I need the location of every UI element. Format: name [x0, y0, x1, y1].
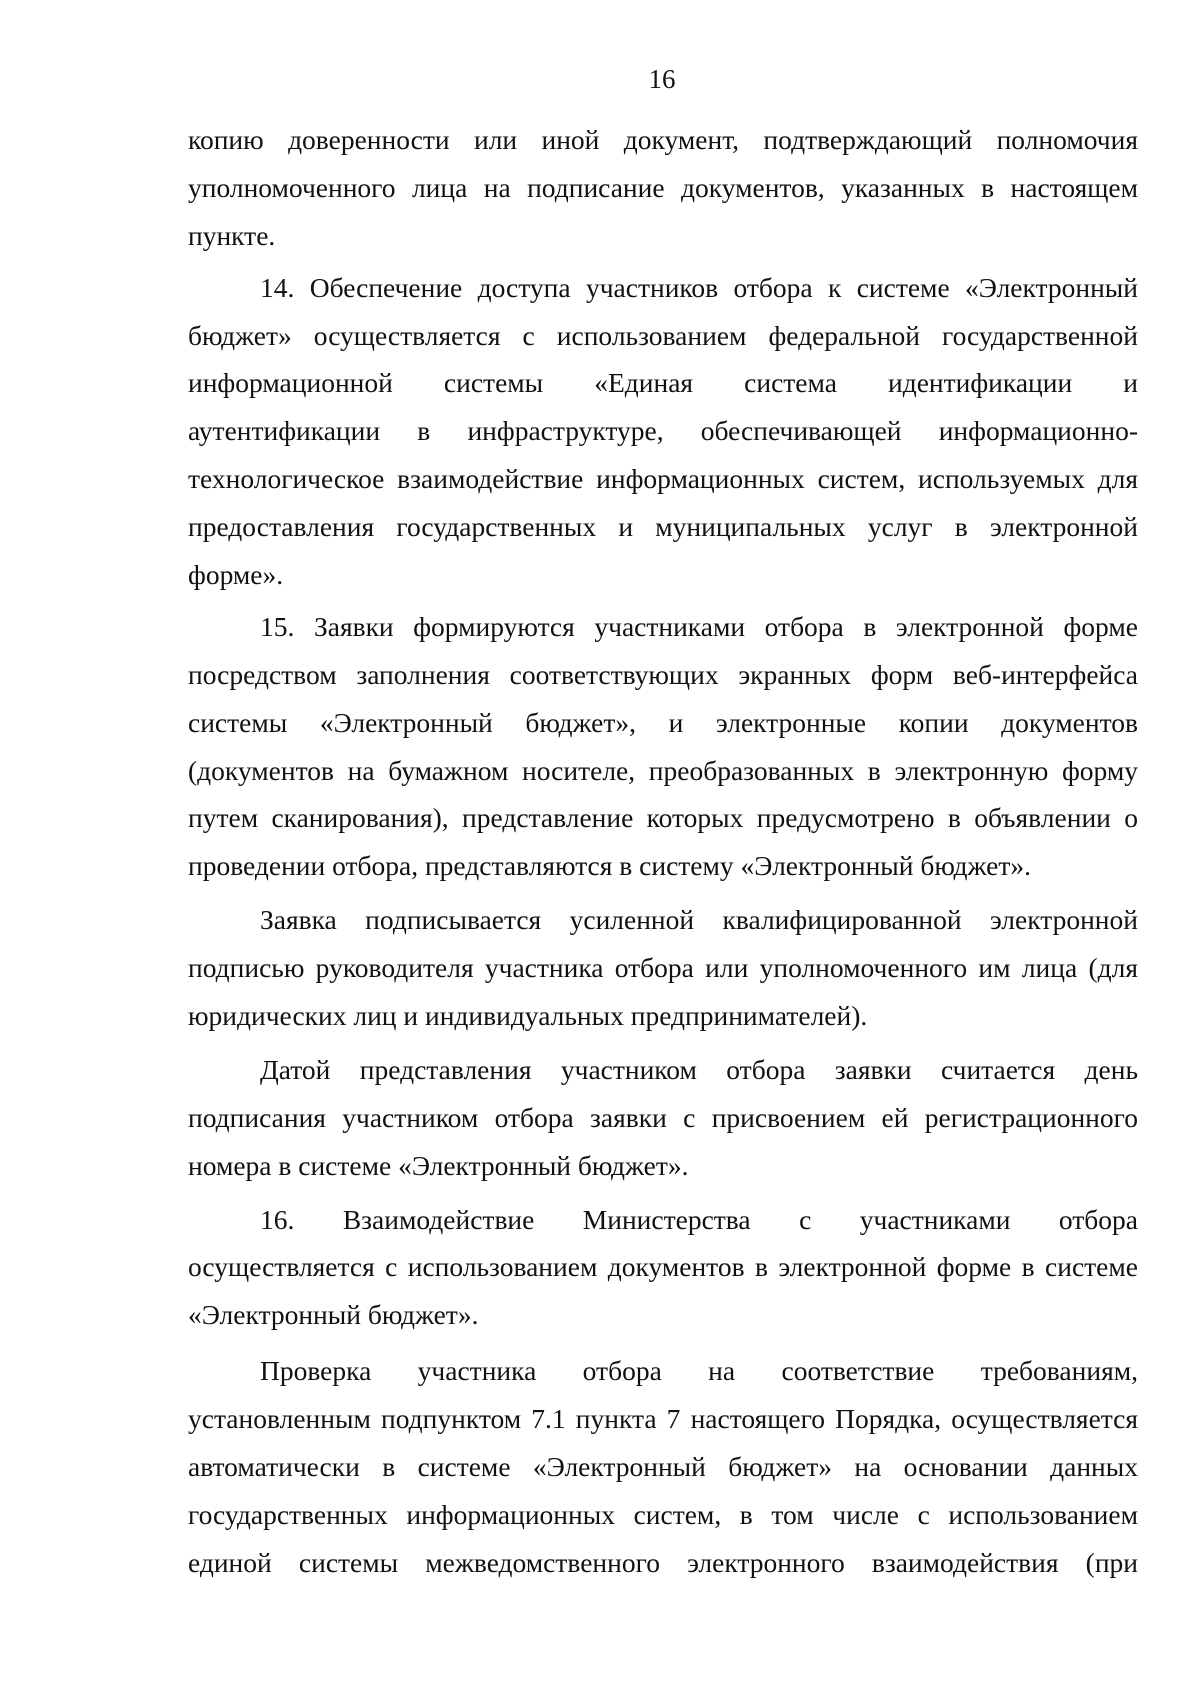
text-line: путем сканирования), представление которых предусмотрено в объявлении о [188, 802, 1138, 834]
text-line: пункте. [188, 219, 276, 251]
text-line: юридических лиц и индивидуальных предпринимателей). [188, 1000, 868, 1032]
text-line: осуществляется с использованием документов в электронной форме в системе [188, 1251, 1138, 1283]
text-line: уполномоченного лица на подписание документов, указанных в настоящем [188, 171, 1138, 203]
text-line: 15. Заявки формируются участниками отбора в электронной форме [260, 610, 1138, 642]
text-line: бюджет» осуществляется с использованием федеральной государственной [188, 319, 1138, 351]
text-line: государственных информационных систем, в том числе с использованием [188, 1498, 1138, 1530]
document-body [188, 116, 1138, 1587]
text-line: проведении отбора, представляются в систему «Электронный бюджет». [188, 850, 1031, 882]
text-line: предоставления государственных и муниципальных услуг в электронной [188, 511, 1138, 543]
text-line: информационной системы «Единая система идентификации и [188, 367, 1138, 399]
text-line: установленным подпунктом 7.1 пункта 7 настоящего Порядка, осуществляется [188, 1403, 1138, 1435]
page-number: 16 [648, 64, 676, 94]
text-line: форме». [188, 559, 284, 591]
text-line: автоматически в системе «Электронный бюджет» на основании данных [188, 1451, 1138, 1483]
text-line: 14. Обеспечение доступа участников отбора к системе «Электронный [260, 271, 1138, 303]
text-line: подписью руководителя участника отбора или уполномоченного им лица (для [188, 952, 1138, 984]
text-line: Проверка участника отбора на соответствие требованиям, [260, 1355, 1138, 1387]
text-line: «Электронный бюджет». [188, 1299, 479, 1331]
text-line: 16. Взаимодействие Министерства с участниками отбора [260, 1203, 1138, 1235]
text-line: подписания участником отбора заявки с присвоением ей регистрационного [188, 1101, 1138, 1133]
text-line: посредством заполнения соответствующих экранных форм веб-интерфейса [188, 658, 1138, 690]
text-line: (документов на бумажном носителе, преобразованных в электронную форму [188, 754, 1138, 786]
text-line: единой системы межведомственного электронного взаимодействия (при [188, 1546, 1138, 1578]
text-line: технологическое взаимодействие информационных систем, используемых для [188, 463, 1138, 495]
text-line: Заявка подписывается усиленной квалифицированной электронной [260, 904, 1138, 936]
text-line: номера в системе «Электронный бюджет». [188, 1149, 689, 1181]
text-line: Датой представления участником отбора заявки считается день [260, 1053, 1138, 1085]
text-line: системы «Электронный бюджет», и электронные копии документов [188, 706, 1138, 738]
text-line: копию доверенности или иной документ, подтверждающий полномочия [188, 124, 1138, 155]
text-line: аутентификации в инфраструктуре, обеспечивающей информационно- [188, 415, 1138, 447]
